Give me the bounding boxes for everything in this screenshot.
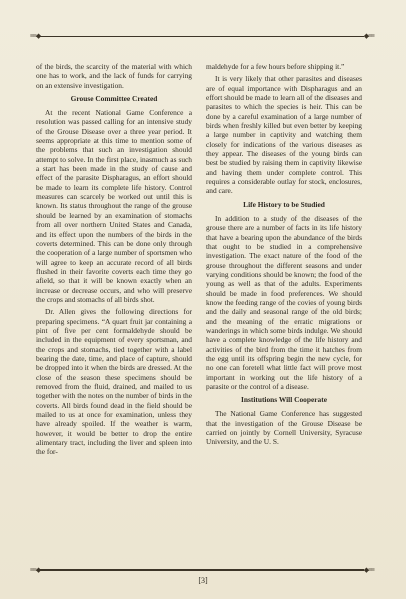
- right-column: [206, 62, 362, 447]
- right-paragraph-2: It is very likely that other parasites and diseases are of equal importance with Dispharagus and an effort should be made to learn all of the diseases and parasites to which the species is heir. This can be done by a careful examination of a large number of birds when freshly killed but even better by keeping a large number in captivity and watching them closely for indications of the various diseases as they appear. The diseases of the young birds can best be studied by raising them in captivity likewise and having them under complete control. This requires a considerable outlay for stock, enclosures, and care.: [206, 74, 362, 196]
- right-ornament-icon: ◆≡≡: [363, 32, 374, 40]
- right-paragraph-3: In addition to a study of the diseases of the grouse there are a number of facts in its life history that have a bearing upon the abundance of the birds that ought to be studied in a comprehensive investigation. The exact nature of the food of the grouse throughout the different seasons and under varying conditions should be known; the food of the young as well as that of the adults. Experiments should be made in food preferences. We should know the feeding range of the covies of young birds and the daily and seasonal range of the old birds; and the meaning of the erratic migrations or wanderings in which some birds indulge. We should have a complete knowledge of the life history and activities of the bird from the time it hatches from the egg until its offspring begin the new cycle, for no one can foretell what little fact will prove most important in working out the life history of a parasite or the control of a disease.: [206, 213, 362, 391]
- left-ornament-icon: ≡≡◆: [30, 566, 41, 574]
- top-ornamental-rule: [30, 33, 374, 40]
- right-paragraph-4: The National Game Conference has suggested that the investigation of the Grouse Disease be carried on jointly by Cornell University, Syracuse University, and the U. S.: [206, 409, 362, 447]
- right-paragraph-1: maldehyde for a few hours before shipping it.”: [206, 62, 345, 71]
- left-paragraph-1: of the birds, the scarcity of the material with which one has to work, and the lack of funds for carrying on an extensive investigation.: [36, 62, 192, 90]
- heading-institutions: Institutions Will Cooperate: [241, 395, 327, 405]
- heading-life-history: Life History to be Studied: [243, 199, 325, 209]
- heading-grouse-committee: Grouse Committee Created: [70, 94, 158, 104]
- left-paragraph-3: Dr. Allen gives the following directions for preparing specimens. “A quart fruit jar containing a pint of five per cent formaldehyde should be included in the equipment of every sportsman, and the crops and stomachs, tied together with a label bearing the date, time, and place of capture, should be dropped into it when the birds are dressed. At the close of the season these specimens should be removed from the fluid, drained, and mailed to us together with the notes on the number of birds in the coverts. All birds found dead in the field should be mailed to us at once for examination, unless they have already spoiled. If the weather is warm, however, it would be better to drop the entire alimentary tract, including the liver and spleen into the for-: [36, 307, 192, 457]
- page-number: [3]: [198, 576, 208, 585]
- top-rule-line: [40, 36, 364, 37]
- left-paragraph-2: At the recent National Game Conference a resolution was passed calling for an intensive study of the Grouse Disease over a three year period. It seems appropriate at this time to mention some of the problems that such an investigation should attempt to solve. In the first place, inasmuch as such a start has been made in the study of cause and effect of the parasite Dispharagus, an effort should be made to learn its complete life history. Control measures can scarcely be worked out until this is known. Its status throughout the range of the grouse should be learned by an examination of stomachs from all over northern United States and Canada, and its effect upon the numbers of the birds in the coverts determined. This can be done only through the cooperation of a large number of sportsmen who will agree to keep an accurate record of all birds flushed in their favorite coverts each time they go afield, so that it will be known exactly when an increase or decrease occurs, and who will preserve the crops and stomachs of all birds shot.: [36, 108, 192, 304]
- left-ornament-icon: ≡≡◆: [30, 32, 41, 40]
- right-ornament-icon: ◆≡≡: [363, 566, 374, 574]
- bottom-rule-line: [40, 569, 364, 571]
- bottom-ornamental-rule: [30, 567, 374, 574]
- left-column: [36, 62, 192, 457]
